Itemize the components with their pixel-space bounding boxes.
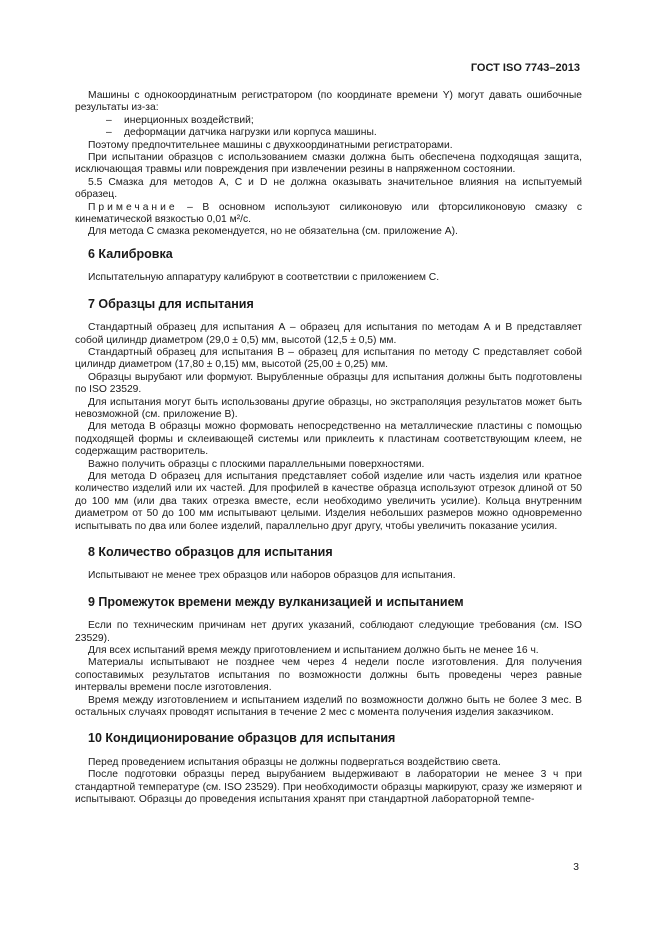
paragraph: Для всех испытаний время между приготовлением и испытанием должно быть не менее 16 ч.: [88, 645, 539, 657]
paragraph: Для испытания могут быть использованы другие образцы, но экстраполяция результатов может быть невозможной (см. приложение В).: [75, 396, 582, 420]
paragraph: Стандартный образец для испытания В – образец для испытания по методу С представляет собой цилиндр диаметром (17,80 ± 0,15) мм, высотой (25,00 ± 0,25) мм.: [75, 346, 582, 371]
paragraph: 5.5 Смазка для методов А, С и D не должна оказывать значительное влияния на испытуемый образец.: [75, 176, 582, 201]
paragraph: Важно получить образцы с плоскими параллельными поверхностями.: [88, 458, 425, 470]
page-number: 3: [573, 862, 579, 873]
paragraph: Поэтому предпочтительнее машины с двухкоординатными регистраторами.: [88, 139, 453, 151]
bullet-text: инерционных воздействий;: [124, 114, 254, 126]
paragraph: Перед проведением испытания образцы не должны подвергаться воздействию света.: [88, 756, 501, 768]
section-heading: 9 Промежуток времени между вулканизацией и испытанием: [88, 594, 464, 609]
note-label: Примечание: [88, 201, 178, 213]
note-text: – В основном используют силиконовую или фторсиликоновую смазку с кинематической вязкостью 0,01 м²/с.: [75, 201, 582, 226]
paragraph: Если по техническим причинам нет других указаний, соблюдают следующие требования (см. ISO 23529).: [75, 620, 582, 644]
paragraph: При испытании образцов с использованием смазки должна быть обеспечена подходящая защита, исключающая травмы или повреждения при извлечении резины в напряженном состоянии.: [75, 152, 582, 176]
paragraph: Для метода D образец для испытания представляет собой изделие или часть изделия или кратное количество изделий или их частей. Для профилей в качестве образца используют отрезок длиной от 50 до 100 мм (или два таких отрезка вместе, если необходимо увеличить усилие). Кольца внутренним диаметром от 50 до 100 мм испытывают целыми. Изделия небольших размеров можно одновременно испытывать по два или более изделий, параллельно друг другу, чтобы увеличить показание усилия.: [75, 470, 582, 532]
paragraph: Материалы испытывают не позднее чем через 4 недели после изготовления. Для получения сопоставимых результатов испытания по возможности должны быть проведены через равные интервалы времени после изготовления.: [75, 657, 582, 694]
section-heading: 8 Количество образцов для испытания: [88, 545, 333, 559]
paragraph: Стандартный образец для испытания А – образец для испытания по методам А и В представляет собой цилиндр диаметром (29,0 ± 0,5) мм, высотой (12,5 ± 0,5) мм.: [75, 322, 582, 346]
paragraph: Для метода С смазка рекомендуется, но не обязательна (см. приложение А).: [88, 226, 458, 238]
section-heading: 6 Калибровка: [88, 246, 173, 261]
paragraph: [75, 90, 582, 115]
section-heading: 10 Кондиционирование образцов для испытания: [88, 731, 396, 746]
note: [75, 202, 582, 227]
paragraph: Испытывают не менее трех образцов или наборов образцов для испытания.: [88, 570, 456, 582]
bullet-text: деформации датчика нагрузки или корпуса машины.: [124, 127, 377, 139]
paragraph: Для метода В образцы можно формовать непосредственно на металлические пластины с помощью подходящей формы и склеивающей системы или приклеить к пластинам соответствующим клеем, не содержащим растворитель.: [75, 421, 582, 458]
intro-text: Машины с однокоординатным регистратором (по координате времени Y) могут давать ошибочные результаты из-за:: [75, 90, 582, 114]
document-header: ГОСТ ISO 7743–2013: [470, 62, 580, 74]
paragraph: Время между изготовлением и испытанием изделий по возможности должно быть не более 3 мес. В остальных случаях проводят испытания в течение 2 мес с момента получения изделия заказчиком.: [75, 694, 582, 719]
section-heading: 7 Образцы для испытания: [88, 296, 254, 311]
paragraph: Образцы вырубают или формуют. Вырубленные образцы для испытания должны быть подготовлены по ISO 23529.: [75, 371, 582, 396]
paragraph: После подготовки образцы перед вырубанием выдерживают в лаборатории не менее 3 ч при стандартной температуре (см. ISO 23529). При необходимости образцы маркируют, сразу же измеряют и испытывают. Образцы до проведения испытания хранят при стандартной лабораторной темпе-: [75, 769, 582, 806]
page-content: [75, 90, 582, 807]
paragraph: Испытательную аппаратуру калибруют в соответствии с приложением С.: [88, 272, 440, 284]
bullet-item: – деформации датчика нагрузки или корпуса машины.: [106, 127, 377, 139]
bullet-item: – инерционных воздействий;: [106, 114, 254, 126]
